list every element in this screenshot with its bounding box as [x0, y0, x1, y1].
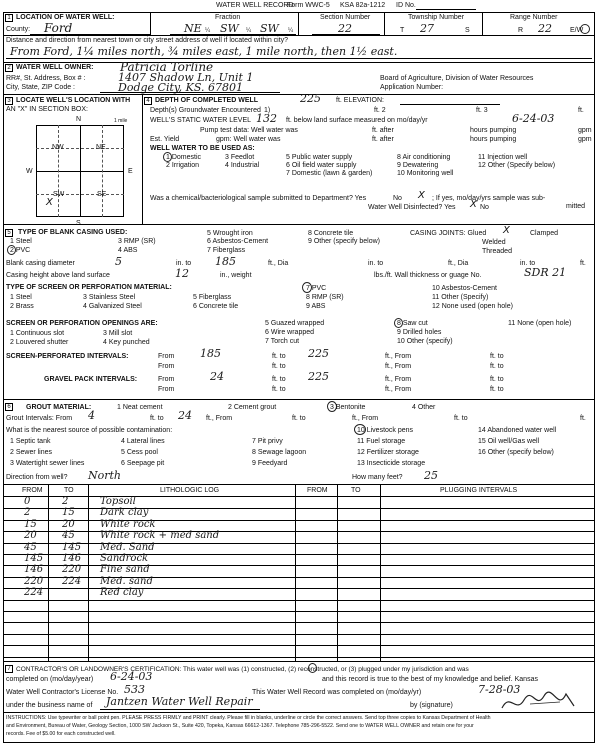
opening-9[interactable]: 9 Drilled holes [397, 329, 442, 336]
feet-value[interactable]: 25 [424, 469, 438, 482]
pump-hours: hours pumping [470, 127, 517, 134]
log-row-from[interactable]: 20 [24, 530, 37, 542]
divider [150, 12, 151, 35]
s3-title: LOCATE WELL'S LOCATION WITH [16, 97, 131, 104]
divider [298, 12, 299, 35]
compass-n: N [76, 116, 82, 123]
welded-label[interactable]: Welded [482, 239, 506, 246]
openings-title: SCREEN OR PERFORATION OPENINGS ARE: [6, 320, 158, 327]
gravel-to-label: ft. to [272, 376, 286, 383]
gravel-from-label: From [158, 376, 175, 383]
record-date[interactable]: 7-28-03 [478, 683, 521, 696]
casing-title: TYPE OF BLANK CASING USED: [18, 229, 128, 236]
perf-from-value[interactable]: 185 [200, 347, 221, 360]
contam-label: What is the nearest source of possible contamination: [6, 427, 173, 434]
divider [142, 94, 143, 224]
livestock-circle [354, 424, 366, 435]
yield-gpm: gpm: Well water was [216, 136, 281, 143]
quarter-3[interactable]: SW [260, 22, 279, 35]
above-label: Casing height above land surface [6, 272, 110, 279]
use-5[interactable]: 5 Public water supply [286, 154, 353, 161]
casing-3[interactable]: 3 RMP (SR) [118, 238, 156, 245]
diam-ft2: ft., Dia [448, 260, 469, 267]
log-row-line [3, 531, 595, 532]
log-row-desc[interactable]: Fine sand [100, 564, 150, 576]
saw-cut-circle [394, 318, 403, 328]
grid-hline [36, 171, 124, 172]
screen-2[interactable]: 2 Brass [10, 303, 34, 310]
log-row-from[interactable]: 224 [24, 587, 44, 599]
weight-label: in., weight [220, 272, 252, 279]
log-row-desc[interactable]: Dark clay [100, 507, 149, 519]
screen-5[interactable]: 5 Fiberglass [193, 294, 232, 301]
casing-pvc-circle [7, 245, 16, 255]
grid-dash [102, 125, 103, 217]
fraction-label: Fraction [215, 14, 241, 21]
rule [3, 496, 595, 497]
business-line [100, 709, 260, 710]
grout-2[interactable]: 2 Cement grout [228, 404, 277, 411]
screen-12[interactable]: 12 None used (open hole) [432, 303, 513, 310]
pump-ft: ft. after [372, 127, 394, 134]
use-3[interactable]: 3 Feedlot [225, 154, 255, 161]
opening-4[interactable]: 4 Key punched [103, 339, 150, 346]
section-1-number: 1 [5, 14, 13, 22]
use-4[interactable]: 4 Industrial [225, 162, 260, 169]
city-line [100, 92, 280, 93]
gw-1: 1) [264, 107, 271, 114]
log-row-line [3, 588, 595, 589]
log-row-desc[interactable]: Sandrock [100, 553, 149, 564]
perf-to-2: ft. to [272, 363, 286, 370]
city-label: City, State, ZIP Code : [6, 84, 75, 91]
gravel-from-value[interactable]: 24 [210, 370, 224, 383]
glued-x: X [503, 225, 510, 236]
clamped-label[interactable]: Clamped [530, 230, 559, 237]
township-s: S [465, 27, 470, 34]
address-label: RR#, St. Address, Box # : [6, 75, 86, 82]
ksa-statute: KSA 82a-1212 [340, 2, 386, 9]
depth-label: DEPTH OF COMPLETED WELL [155, 97, 259, 104]
casing-2[interactable]: 2 PVC [10, 247, 31, 254]
log-row-line [3, 611, 595, 612]
log-row-to[interactable]: 2 [62, 496, 69, 507]
rule [3, 712, 595, 713]
business-label: under the business name of [6, 702, 93, 709]
contam-16[interactable]: 16 Other (specify below) [478, 449, 554, 456]
distance-value[interactable]: From Ford, 1¼ miles north, ¾ miles east, 1 mile north, then 1½ east. [10, 45, 398, 58]
county-label: County: [6, 26, 31, 33]
log-row-line [3, 645, 595, 646]
contam-8[interactable]: 8 Sewage lagoon [252, 449, 307, 456]
rule [3, 484, 595, 485]
contam-2[interactable]: 2 Sewer lines [10, 449, 53, 456]
grout-ftc2: ft., From [352, 415, 379, 422]
log-row-line [3, 543, 595, 544]
log-row-line [3, 554, 595, 555]
grid-dash [36, 194, 124, 195]
instructions-line-1: INSTRUCTIONS: Use typewriter or ball point pen. PLEASE PRESS FIRMLY and PRINT clearly. Please fill in blanks, underline or circle the correct answers. Send top three copies to Kansas Department of Health [6, 715, 491, 721]
completed-label: completed on (mo/day/year) [6, 676, 94, 683]
mile-label: 1 mile [114, 118, 128, 124]
disinfect-label: Water Well Disinfected? Yes [368, 204, 456, 211]
screen-7[interactable]: 7 PVC [306, 285, 327, 292]
id-label: ID No. [396, 2, 416, 9]
compass-s: S [76, 220, 81, 227]
contam-4[interactable]: 4 Lateral lines [121, 438, 165, 445]
perf-to-label: ft. to [272, 353, 286, 360]
gw-label: Depth(s) Groundwater Encountered [150, 107, 261, 114]
grout-to3: ft. to [454, 415, 468, 422]
log-to2-header: TO [351, 487, 361, 494]
log-from2-header: FROM [307, 487, 328, 494]
log-row-desc[interactable]: Med. sand [100, 575, 153, 587]
contam-7[interactable]: 7 Pit privy [252, 438, 283, 445]
log-from-header: FROM [22, 487, 43, 494]
pump-label: Pump test data: Well water was [200, 127, 298, 134]
section-5-number: 5 [5, 229, 13, 237]
grout-to-value[interactable]: 24 [178, 409, 192, 422]
quad-sw: SW [53, 191, 65, 198]
rule [3, 94, 595, 95]
log-row-line [3, 600, 595, 601]
contam-15[interactable]: 15 Oil well/Gas well [478, 438, 540, 445]
screen-8[interactable]: 8 RMP (SR) [306, 294, 344, 301]
range-value[interactable]: 22 [538, 22, 552, 35]
gravel-label: GRAVEL PACK INTERVALS: [44, 376, 138, 383]
grid-dash [58, 125, 59, 217]
rule [3, 62, 595, 63]
casing-8[interactable]: 8 Concrete tile [308, 230, 354, 237]
perf-to2-2: ft. to [490, 363, 504, 370]
use-9[interactable]: 9 Dewatering [397, 162, 439, 169]
use-7[interactable]: 7 Domestic (lawn & garden) [286, 170, 373, 177]
log-row-from[interactable]: 15 [24, 518, 37, 530]
range-ew: E/W [570, 27, 584, 34]
business-value[interactable]: Jantzen Water Well Repair [106, 695, 253, 708]
grout-ftend: ft. [580, 415, 586, 422]
grout-title: GROUT MATERIAL: [26, 404, 92, 411]
use-12[interactable]: 12 Other (Specify below) [478, 162, 556, 169]
log-row-line [3, 508, 595, 509]
township-t: T [400, 27, 405, 34]
gravel-to2: ft. to [490, 376, 504, 383]
perf-ftc: ft., From [385, 353, 412, 360]
opening-7[interactable]: 7 Torch cut [265, 338, 300, 345]
contam-6[interactable]: 6 Seepage pit [121, 460, 165, 467]
screen-1[interactable]: 1 Steel [10, 294, 32, 301]
diam-in-to: in. to [176, 260, 192, 267]
diam-label: Blank casing diameter [6, 260, 75, 267]
compass-e: E [128, 168, 133, 175]
pump-gpm: gpm [578, 127, 592, 134]
owner-value[interactable]: Patricia Torline [120, 60, 214, 74]
gravel-ftc-2: ft., From [385, 386, 412, 393]
section-6-number: 6 [5, 403, 13, 411]
instructions-line-3: records. Fee of $5.00 for each constructed well. [6, 731, 116, 737]
log-row-to[interactable]: 146 [62, 553, 82, 564]
log-row-line [3, 622, 595, 623]
grid-dash [36, 148, 124, 149]
log-row-desc[interactable]: Red clay [100, 587, 144, 599]
instructions-line-2: and Environment, Bureau of Water, Geology Section, 1000 SW Jackson St., Suite 420, Topeka, Kansas 66612-1367. Telephone 785-296-5522. Send one to WATER WELL OWNER and retain one for your [6, 723, 474, 729]
chem-no-x: X [418, 190, 425, 201]
diam-value[interactable]: 5 [115, 255, 122, 268]
use-8[interactable]: 8 Air conditioning [397, 154, 451, 161]
section-7-number: 7 [5, 665, 13, 673]
elevation-line [400, 104, 500, 105]
perf-label: SCREEN-PERFORATED INTERVALS: [6, 353, 129, 360]
range-label: Range Number [510, 14, 558, 21]
depth-unit: ft. ELEVATION: [336, 97, 384, 104]
log-row-from[interactable]: 0 [24, 496, 31, 507]
license-label: Water Well Contractor's License No. [6, 689, 119, 696]
diam-ft: ft., Dia [268, 260, 289, 267]
grout-3[interactable]: 3 Bentonite [330, 404, 366, 411]
use-10[interactable]: 10 Monitoring well [397, 170, 454, 177]
rule [3, 399, 595, 400]
opening-10[interactable]: 10 Other (specify) [397, 338, 453, 345]
quad-ne: NE [96, 144, 106, 151]
perf-from-2: From [158, 363, 175, 370]
by-label: by (signature) [410, 702, 453, 709]
opening-3[interactable]: 3 Mill slot [103, 330, 133, 337]
grout-4[interactable]: 4 Other [412, 404, 436, 411]
quarter-sym-1: ¼ [205, 28, 211, 34]
distance-line [6, 58, 592, 59]
contam-11[interactable]: 11 Fuel storage [357, 438, 406, 445]
weight-unit: lbs./ft. Wall thickness or guage No. [374, 272, 482, 279]
township-value[interactable]: 27 [420, 22, 434, 35]
west-circle [580, 24, 590, 34]
opening-8[interactable]: 8 Saw cut [397, 320, 428, 327]
gravel-to-2: ft. to [272, 386, 286, 393]
screen-title: TYPE OF SCREEN OR PERFORATION MATERIAL: [6, 284, 172, 291]
gauge-value[interactable]: SDR 21 [524, 266, 567, 279]
contam-9[interactable]: 9 Feedyard [252, 460, 288, 467]
casing-5[interactable]: 5 Wrought iron [207, 230, 253, 237]
screen-9[interactable]: 9 ABS [306, 303, 326, 310]
opening-5[interactable]: 5 Guazed wrapped [265, 320, 325, 327]
divider [482, 12, 483, 35]
gw-end: ft. [578, 107, 584, 114]
constructed-circle [308, 663, 317, 673]
log-row-to[interactable]: 220 [62, 564, 82, 576]
opening-2[interactable]: 2 Louvered shutter [10, 339, 69, 346]
screen-10[interactable]: 10 Asbestos-Cement [432, 285, 497, 292]
log-row-desc[interactable]: Topsoil [100, 496, 136, 507]
opening-11[interactable]: 11 None (open hole) [508, 320, 572, 327]
log-row-line [3, 520, 595, 521]
threaded-label[interactable]: Threaded [482, 248, 512, 255]
feet-label: How many feet? [352, 474, 403, 481]
use-1[interactable]: 1 Domestic [166, 154, 202, 161]
static-mid: ft. below land surface measured on mo/day/yr [286, 117, 428, 124]
log-row-line [3, 577, 595, 578]
screen-11[interactable]: 11 Other (Specify) [432, 294, 489, 301]
city-value[interactable]: Dodge City, KS. 67801 [118, 81, 243, 94]
well-location-x[interactable]: X [46, 197, 53, 208]
form-number: Form WWC-5 [287, 2, 330, 9]
perf-to2: ft. to [490, 353, 504, 360]
contam-13[interactable]: 13 Insecticide storage [357, 460, 426, 467]
log-row-from[interactable]: 145 [24, 553, 44, 564]
diam-to-value[interactable]: 185 [215, 255, 236, 268]
use-1-circle [163, 152, 172, 162]
log-row-desc[interactable]: White rock [100, 518, 156, 530]
chem-rest: ; If yes, mo/day/yrs sample was sub- [432, 195, 546, 202]
section-value[interactable]: 22 [338, 22, 352, 35]
use-6[interactable]: 6 Oil field water supply [286, 162, 357, 169]
yield-hours: hours pumping [470, 136, 517, 143]
rule [3, 661, 595, 662]
yield-gpm2: gpm [578, 136, 592, 143]
gravel-from-2: From [158, 386, 175, 393]
quarter-sym-2: ¼ [246, 28, 252, 34]
log-row-from[interactable]: 2 [24, 507, 31, 519]
application-label: Application Number: [380, 84, 444, 91]
above-value[interactable]: 12 [175, 267, 189, 280]
chem-no[interactable]: No [393, 195, 402, 202]
log-row-from[interactable]: 220 [24, 575, 44, 587]
log-row-from[interactable]: 146 [24, 564, 44, 576]
quarter-1[interactable]: NE [184, 22, 202, 35]
grout-ftc: ft., From [206, 415, 233, 422]
board-label: Board of Agriculture, Division of Water Resources [380, 75, 534, 82]
quad-se: SE [97, 191, 107, 198]
use-title: WELL WATER TO BE USED AS: [150, 145, 255, 152]
direction-value[interactable]: North [88, 469, 122, 482]
county-value[interactable]: Ford [44, 21, 73, 35]
joints-label: CASING JOINTS: Glued [410, 230, 487, 237]
gw-3: ft. 3 [476, 107, 488, 114]
screen-pvc-circle [302, 282, 312, 293]
completed-rest: and this record is true to the best of my knowledge and belief. Kansas [322, 676, 538, 683]
opening-6[interactable]: 6 Wire wrapped [265, 329, 315, 336]
form-title: WATER WELL RECORD [216, 2, 294, 9]
log-row-line [3, 634, 595, 635]
chem-question: Was a chemical/bacteriological sample submitted to Department? Yes [150, 195, 367, 202]
log-row-line [3, 565, 595, 566]
section-2-number: 2 [5, 64, 13, 72]
log-row-desc[interactable]: White rock + med sand [100, 530, 220, 542]
chem-mitted: mitted [566, 203, 586, 210]
log-litho-header: LITHOLOGIC LOG [160, 487, 220, 494]
log-row-to[interactable]: 20 [62, 518, 75, 530]
perf-from-label: From [158, 353, 175, 360]
diam-in3: in. to [520, 260, 536, 267]
cert-text: CONTRACTOR'S OR LANDOWNER'S CERTIFICATION: This water well was (1) constructed, (2) reconstructed, or (3) plugged under my jurisdiction and was [16, 666, 469, 673]
gw-2: ft. 2 [374, 107, 386, 114]
log-row-to[interactable]: 45 [62, 530, 75, 542]
screen-4[interactable]: 4 Galvanized Steel [83, 303, 142, 310]
log-row-to[interactable]: 15 [62, 507, 75, 519]
contam-10[interactable]: 10 Livestock pens [357, 427, 414, 434]
casing-1[interactable]: 1 Steel [10, 238, 32, 245]
contam-14[interactable]: 14 Abandoned water well [478, 427, 557, 434]
log-to-header: TO [64, 487, 74, 494]
casing-7[interactable]: 7 Fiberglass [207, 247, 246, 254]
disinfect-no[interactable]: No [480, 204, 489, 211]
record-label: This Water Well Record was completed on (mo/day/yr) [252, 689, 422, 696]
grout-1[interactable]: 1 Neat cement [117, 404, 163, 411]
casing-4[interactable]: 4 ABS [118, 247, 138, 254]
contam-5[interactable]: 5 Cess pool [121, 449, 158, 456]
gravel-to-value[interactable]: 225 [308, 370, 329, 383]
diam-ft3: ft. [580, 260, 586, 267]
distance-label: Distance and direction from nearest town or city street address of well if located within city? [6, 37, 289, 44]
gravel-ftc: ft., From [385, 376, 412, 383]
log-row-line [3, 657, 595, 658]
gravel-to2-2: ft. to [490, 386, 504, 393]
id-field[interactable] [416, 9, 476, 10]
use-11[interactable]: 11 Injection well [478, 154, 528, 161]
quarter-sym-3: ¼ [288, 28, 294, 34]
bentonite-circle [327, 401, 337, 412]
casing-9[interactable]: 9 Other (specify below) [308, 238, 380, 245]
grout-to2: ft. to [292, 415, 306, 422]
license-value[interactable]: 533 [124, 683, 145, 696]
completed-value[interactable]: 6-24-03 [110, 670, 153, 683]
log-row-from[interactable]: 45 [24, 541, 37, 553]
contam-12[interactable]: 12 Fertilizer storage [357, 449, 419, 456]
range-r: R [518, 27, 524, 34]
s1-title: LOCATION OF WATER WELL: [16, 14, 115, 21]
s2-title: WATER WELL OWNER: [16, 64, 94, 71]
contam-3[interactable]: 3 Watertight sewer lines [10, 460, 85, 467]
section-label: Section Number [320, 14, 371, 21]
static-label: WELL'S STATIC WATER LEVEL [150, 117, 252, 124]
log-row-to[interactable]: 145 [62, 541, 82, 553]
quad-nw: NW [52, 144, 64, 151]
casing-6[interactable]: 6 Asbestos-Cement [207, 238, 269, 245]
screen-6[interactable]: 6 Concrete tile [193, 303, 239, 310]
yield-ft: ft. after [372, 136, 394, 143]
grout-from-value[interactable]: 4 [88, 409, 95, 422]
perf-to-value[interactable]: 225 [308, 347, 329, 360]
quarter-2[interactable]: SW [220, 22, 239, 35]
grout-int-label: Grout Intervals: From [6, 415, 73, 422]
address-value[interactable]: 1407 Shadow Ln, Unit 1 [118, 71, 254, 84]
section-4-number: 4 [144, 97, 152, 105]
log-plug-header: PLUGGING INTERVALS [440, 487, 518, 494]
screen-3[interactable]: 3 Stainless Steel [83, 294, 136, 301]
log-row-to[interactable]: 224 [62, 575, 82, 587]
diam-in2: in. to [368, 260, 384, 267]
depth-value[interactable]: 225 [300, 92, 321, 105]
compass-w: W [26, 168, 33, 175]
opening-1[interactable]: 1 Continuous slot [10, 330, 65, 337]
grout-to-label: ft. to [150, 415, 164, 422]
township-label: Township Number [408, 14, 465, 21]
static-date[interactable]: 6-24-03 [512, 112, 555, 125]
disinfect-yes-x: X [470, 199, 477, 210]
rule [3, 35, 595, 36]
direction-label: Direction from well? [6, 474, 68, 481]
section-3-number: 3 [5, 97, 13, 105]
s3-title2: AN "X" IN SECTION BOX: [6, 106, 88, 113]
static-value[interactable]: 132 [256, 112, 277, 125]
log-row-desc[interactable]: Med. Sand [100, 541, 155, 553]
divider [384, 12, 385, 35]
use-2[interactable]: 2 Irrigation [166, 162, 200, 169]
contam-1[interactable]: 1 Septic tank [10, 438, 51, 445]
perf-ftc-2: ft., From [385, 363, 412, 370]
yield-label: Est. Yield [150, 136, 180, 143]
